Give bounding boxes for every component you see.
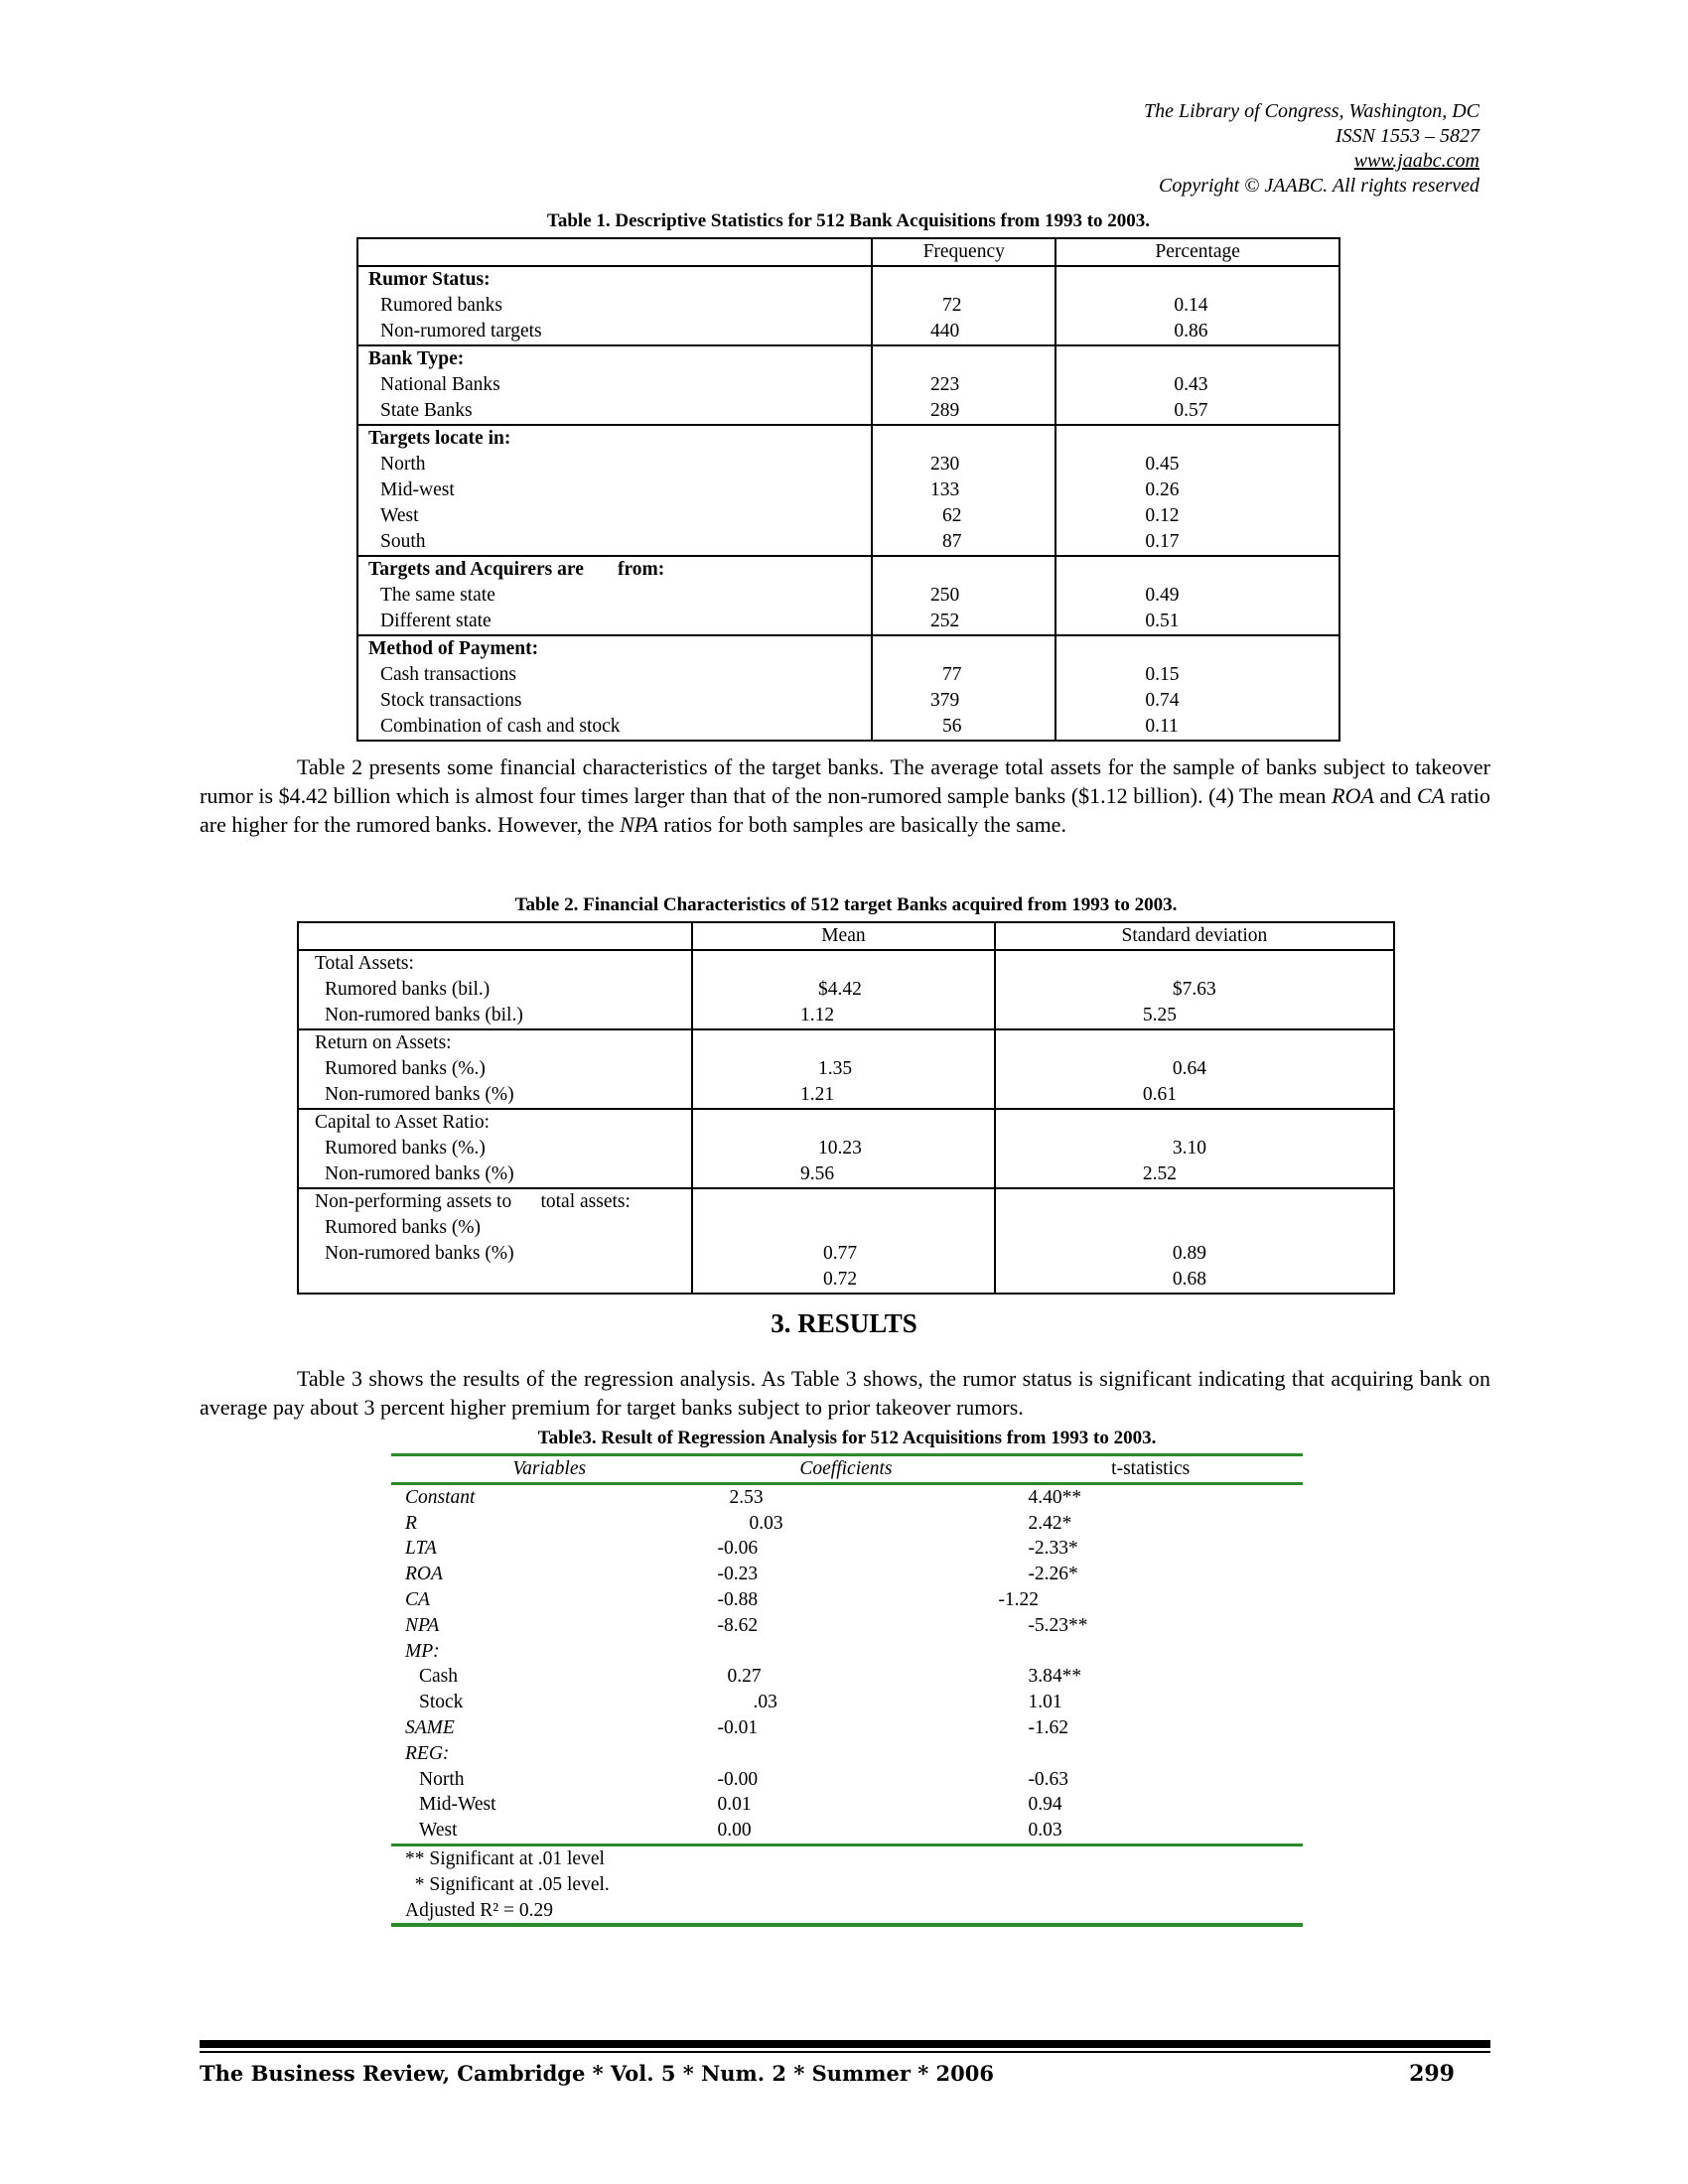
footer-page-number: 299 [1409,2061,1455,2087]
table3-variable: MP: [405,1640,440,1662]
journal-header [1144,99,1479,199]
table2-row-mean: 1.12 [800,1005,835,1025]
table2-mean-cell [692,950,995,1029]
table1-row-percentage: 0.57 [1174,400,1208,421]
table1-header-percentage: Percentage [1055,238,1339,266]
table3-variable: NPA [405,1614,440,1636]
table3-tstatistic: 1.01 [1028,1692,1062,1713]
table2-mean-cell [692,1188,995,1294]
table1-row-percentage: 0.45 [1145,454,1180,475]
footer-journal: The Business Review, Cambridge * Vol. 5 * Num. 2 * Summer * 2006 [200,2061,994,2086]
table1-row-frequency: 379 [930,690,960,711]
table3-tstatistic: -2.26* [1028,1564,1078,1585]
table3-coefficient: 0.27 [727,1666,762,1688]
table3-variable: Cash [419,1666,458,1688]
table3-header-tstat: t-statistics [998,1455,1303,1484]
table3-coefficient: -8.62 [717,1614,759,1636]
table2-row-label: Non-rumored banks (%) [325,1243,514,1264]
table3-row [391,1613,1303,1639]
table2-row-mean: $4.42 [818,979,862,1000]
table2-group-title: Return on Assets: [315,1032,452,1053]
table3-tstatistic: -2.33* [1028,1538,1078,1560]
header-website-link[interactable]: www.jaabc.com [1353,150,1479,172]
table3-variable: Stock [419,1692,464,1713]
table3-row [391,1741,1303,1767]
table1-header-blank [357,238,872,266]
table3-coefficient: 0.01 [717,1794,752,1816]
table1-row-label: National Banks [380,374,500,395]
table1-row-label: Stock transactions [380,690,522,711]
table3-variable: LTA [405,1538,437,1560]
table2-mean-cell [692,1109,995,1188]
table1-row-frequency: 62 [942,505,962,526]
table3-coefficient: 2.53 [729,1486,764,1508]
table2-row-mean: 9.56 [800,1163,835,1184]
table2-row-mean: 1.21 [800,1084,835,1105]
paragraph-results-text: Table 3 shows the results of the regression analysis. As Table 3 shows, the rumor status is significant indicating that acquiring bank on average pay about 3 percent higher premium for target banks subject to prior takeover rumors. [200,1366,1490,1420]
table3-row [391,1511,1303,1537]
table1-group-title: Targets and Acquirers are from: [368,559,665,580]
footer [200,2061,1490,2086]
table3-container [391,1453,1303,1927]
table1-row-percentage: 0.26 [1145,479,1180,500]
table3-coefficient: -0.88 [717,1588,759,1610]
table1-row-frequency: 230 [930,454,960,475]
table2-row-mean: 0.72 [823,1269,858,1290]
table1-header-frequency: Frequency [872,238,1055,266]
table3-row [391,1690,1303,1715]
table1-row-label: Mid-west [380,479,455,500]
table2-row-label: Non-rumored banks (%) [325,1163,514,1184]
table2-group-row [298,1188,1394,1294]
table1-row-label: Different state [380,611,492,631]
paragraph-table2-text: Table 2 presents some financial characteristics of the target banks. The average total assets for the sample of banks subject to takeover rumor is $4.42 billion which is almost four times larger than that of the non-rumored sample banks ($1.12 billion). (4) The mean ROA and CA ratio are higher for the rumored banks. However, the NPA ratios for both samples are basically the same. [200,754,1490,837]
table3-variable: R [405,1512,417,1534]
table1-freq-cell [872,345,1055,425]
table3-variable: Constant [405,1486,476,1508]
table3-tstatistic [998,1639,1303,1665]
table3-header-variables: Variables [391,1455,693,1484]
paragraph-table2-intro [200,752,1490,839]
table3-coefficient: -0.01 [717,1716,759,1738]
table1-row-percentage: 0.17 [1145,531,1180,552]
table1-row-frequency: 133 [930,479,960,500]
table1-row-frequency: 289 [930,400,960,421]
table3-coefficient [693,1639,998,1665]
section-title-results: 3. RESULTS [771,1308,917,1338]
table1-row-frequency: 72 [942,295,962,316]
table1-group-title: Rumor Status: [368,269,491,290]
table1-pct-cell [1055,425,1339,556]
table1-freq-cell [872,556,1055,635]
table1-caption: Table 1. Descriptive Statistics for 512 Bank Acquisitions from 1993 to 2003. [546,210,1151,231]
table1-row-percentage: 0.15 [1145,664,1180,685]
table2-group-label [298,950,692,1029]
table1-freq-cell [872,425,1055,556]
table3-row [391,1536,1303,1562]
table2-group-row [298,950,1394,1029]
table2-row-label: Rumored banks (%) [325,1217,482,1238]
table1-row-percentage: 0.49 [1145,585,1180,606]
table1-row-percentage: 0.51 [1145,611,1180,631]
table3-coefficient: 0.03 [749,1512,783,1534]
table1-group-row [357,556,1339,635]
table1-row-frequency: 56 [942,716,962,737]
table1-pct-cell [1055,345,1339,425]
table1-row-frequency: 87 [942,531,962,552]
table2-sd-cell [995,950,1394,1029]
table2-group-title: Total Assets: [315,953,414,974]
table1-pct-cell [1055,556,1339,635]
table2-row-sd: 5.25 [1142,1005,1177,1025]
table2-row-label: Rumored banks (%.) [325,1138,486,1159]
table2-row-sd: 0.89 [1172,1243,1206,1264]
table2-sd-cell [995,1109,1394,1188]
table3-coefficient [693,1741,998,1767]
table2-row-sd: 2.52 [1142,1163,1177,1184]
table2-group-label [298,1188,692,1294]
table2-row-sd: 0.64 [1172,1058,1206,1079]
table3-row [391,1587,1303,1613]
table1-group-label [357,345,872,425]
table2-sd-cell [995,1188,1394,1294]
table3-note-05: * Significant at .05 level. [405,1873,610,1895]
table2-caption: Table 2. Financial Characteristics of 512 target Banks acquired from 1993 to 2003. [514,894,1178,915]
table1-group-label [357,635,872,741]
table2-row-mean: 0.77 [823,1243,858,1264]
table3-note-01: ** Significant at .01 level [391,1844,1303,1871]
table3-tstatistic: 2.42* [1028,1512,1072,1534]
header-copyright: Copyright © JAABC. All rights reserved [1159,175,1479,197]
table2-header-blank [298,922,692,950]
table1 [356,237,1340,742]
table2-row-label: Rumored banks (%.) [325,1058,486,1079]
table1-row-label: The same state [380,585,495,606]
table3-tstatistic: 3.84** [1028,1666,1082,1688]
table3-row [391,1792,1303,1818]
table2-row-mean: 1.35 [818,1058,853,1079]
table3-variable: REG: [405,1742,450,1764]
table3-coefficient: 0.00 [717,1820,752,1842]
table3-tstatistic: -0.63 [1028,1768,1069,1790]
table2-row-sd: 3.10 [1172,1138,1206,1159]
table3-tstatistic: -5.23** [1028,1614,1088,1636]
table1-group-row [357,425,1339,556]
table1-row-frequency: 223 [930,374,960,395]
table3-row [391,1639,1303,1665]
table1-group-row [357,635,1339,741]
table2-group-title: Non-performing assets to total assets: [315,1191,631,1212]
table1-row-label: South [380,531,426,552]
table3-row [391,1818,1303,1844]
table1-row-label: Non-rumored targets [380,321,542,341]
table1-group-label [357,266,872,345]
table1-row-percentage: 0.12 [1145,505,1180,526]
table2-row-label: Non-rumored banks (bil.) [325,1005,523,1025]
table2-group-row [298,1109,1394,1188]
table3-note-r2: Adjusted R² = 0.29 [391,1898,1303,1926]
table2-row-mean: 10.23 [818,1138,862,1159]
table3-row [391,1562,1303,1587]
table1-group-row [357,345,1339,425]
table3-coefficient: -0.23 [717,1564,759,1585]
table1-row-percentage: 0.14 [1174,295,1208,316]
table2-row-label: Non-rumored banks (%) [325,1084,514,1105]
table3-tstatistic: 0.03 [1028,1820,1062,1842]
table2-sd-cell [995,1029,1394,1109]
table2-row-label: Rumored banks (bil.) [325,979,491,1000]
table3-variable: SAME [405,1716,455,1738]
table2-group-title: Capital to Asset Ratio: [315,1112,491,1133]
table2-header-sd: Standard deviation [995,922,1394,950]
table1-row-frequency: 77 [942,664,962,685]
table1-row-percentage: 0.74 [1145,690,1180,711]
table3-header-coefficients: Coefficients [693,1455,998,1484]
table1-row-frequency: 440 [930,321,960,341]
table1-group-row [357,266,1339,345]
table1-group-label [357,425,872,556]
table1-group-title: Bank Type: [368,348,465,369]
table3-coefficient: -0.06 [717,1538,759,1560]
table2-header-mean: Mean [692,922,995,950]
footer-rule-thin [200,2051,1490,2053]
table1-row-label: Combination of cash and stock [380,716,621,737]
table3-row [391,1664,1303,1690]
table2 [297,921,1395,1295]
table3-variable: North [419,1768,465,1790]
table2-row-sd: 0.61 [1142,1084,1177,1105]
table1-row-percentage: 0.86 [1174,321,1208,341]
table1-freq-cell [872,266,1055,345]
table1-row-frequency: 250 [930,585,960,606]
table1-row-label: West [380,505,419,526]
paragraph-results [200,1364,1490,1422]
table3-row [391,1767,1303,1793]
table1-row-label: State Banks [380,400,473,421]
footer-rule-thick [200,2040,1490,2048]
table1-row-label: North [380,454,426,475]
header-library: The Library of Congress, Washington, DC [1143,100,1479,122]
table1-group-title: Method of Payment: [368,638,539,659]
table1-freq-cell [872,635,1055,741]
table2-group-row [298,1029,1394,1109]
table3-coefficient: -0.00 [717,1768,759,1790]
table2-mean-cell [692,1029,995,1109]
table2-row-sd: 0.68 [1172,1269,1206,1290]
table3-tstatistic: -1.22 [998,1588,1040,1610]
table3-row [391,1715,1303,1741]
table3-coefficient: .03 [753,1692,777,1713]
table3-variable: West [419,1820,458,1842]
table3-variable: ROA [405,1564,443,1585]
table1-row-label: Cash transactions [380,664,517,685]
table3-tstatistic [998,1741,1303,1767]
table3-tstatistic: 0.94 [1028,1794,1062,1816]
table3-variable: Mid-West [419,1794,496,1816]
table1-row-label: Rumored banks [380,295,502,316]
table1-row-frequency: 252 [930,611,960,631]
table2-row-sd: $7.63 [1172,979,1216,1000]
header-issn: ISSN 1553 – 5827 [1336,125,1479,147]
table3 [391,1453,1303,1927]
table3-tstatistic: -1.62 [1028,1716,1069,1738]
table2-group-label [298,1109,692,1188]
table2-group-label [298,1029,692,1109]
table1-pct-cell [1055,635,1339,741]
table3-row [391,1483,1303,1510]
table1-group-title: Targets locate in: [368,428,511,449]
table3-caption: Table3. Result of Regression Analysis for 512 Acquisitions from 1993 to 2003. [537,1428,1157,1448]
table1-group-label [357,556,872,635]
table1-pct-cell [1055,266,1339,345]
table1-row-percentage: 0.43 [1174,374,1208,395]
table3-variable: CA [405,1588,430,1610]
table3-tstatistic: 4.40** [1028,1486,1082,1508]
table1-row-percentage: 0.11 [1145,716,1179,737]
